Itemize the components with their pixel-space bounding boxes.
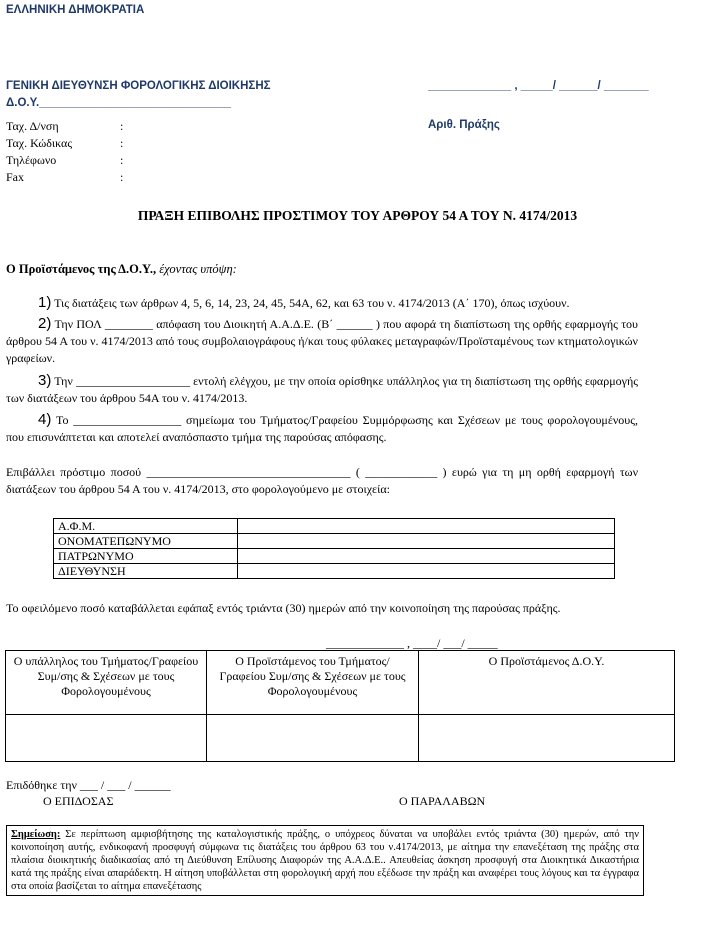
field-label: Α.Φ.Μ.	[54, 519, 238, 534]
contact-block	[6, 119, 206, 187]
list-item	[6, 411, 638, 446]
table-row	[6, 715, 675, 762]
item-text: Την ΠΟΛ ________ απόφαση του Διοικητή Α.Α.Δ.Ε. (Β΄ ______ ) που αφορά τη διαπίστωση της ορθής εφαρμογής του άρθρου 54 Α του ν. 4174/2013 από τους συμβολαιογράφους ή/και τους φύλακες μεταγραφών/Προϊσταμένους των κτηματολογικών γραφείων.	[6, 317, 638, 365]
contact-sep: :	[120, 136, 124, 150]
intro-bold: Ο Προϊστάμενος της Δ.Ο.Υ.,	[6, 262, 157, 276]
document-title: ΠΡΑΞΗ ΕΠΙΒΟΛΗΣ ΠΡΟΣΤΙΜΟΥ ΤΟΥ ΑΡΘΡΟΥ 54 Α ΤΟΥ Ν. 4174/2013	[137, 208, 578, 223]
field-label: ΟΝΟΜΑΤΕΠΩΝΥΜΟ	[54, 534, 238, 549]
contact-row	[6, 136, 206, 153]
field-value[interactable]	[238, 564, 615, 579]
item-number: 2)	[38, 315, 52, 332]
field-value[interactable]	[238, 549, 615, 564]
note-label: Σημείωση:	[11, 829, 61, 840]
table-row	[54, 519, 615, 534]
signature-box-3[interactable]	[419, 715, 675, 762]
act-number-label: Αριθ. Πράξης	[428, 119, 500, 131]
signature-header-3: Ο Προϊστάμενος Δ.Ο.Υ.	[419, 651, 675, 715]
contact-row	[6, 170, 206, 187]
contact-sep: :	[120, 153, 124, 167]
contact-row	[6, 119, 206, 136]
list-item	[6, 372, 638, 407]
general-directorate: ΓΕΝΙΚΗ ΔΙΕΥΘΥΝΣΗ ΦΟΡΟΛΟΓΙΚΗΣ ΔΙΟΙΚΗΣΗΣ	[6, 80, 271, 92]
signatures-table	[5, 650, 675, 762]
taxpayer-table	[53, 518, 615, 579]
contact-label: Fax	[6, 170, 24, 184]
signature-header-1: Ο υπάλληλος του Τμήματος/Γραφείου Συμ/σης & Σχέσεων με τους Φορολογουμένους	[6, 651, 207, 715]
contact-sep: :	[120, 119, 124, 133]
field-value[interactable]	[238, 519, 615, 534]
deliverer-label: Ο ΕΠΙΔΟΣΑΣ	[43, 794, 114, 808]
payment-text: Το οφειλόμενο ποσό καταβάλλεται εφάπαξ εντός τριάντα (30) ημερών από την κοινοποίηση της παρούσας πράξης.	[6, 601, 561, 615]
republic-heading: ΕΛΛΗΝΙΚΗ ΔΗΜΟΚΡΑΤΙΑ	[6, 4, 145, 16]
list-item	[38, 294, 638, 312]
note-box	[6, 825, 644, 896]
field-label: ΔΙΕΥΘΥΝΣΗ	[54, 564, 238, 579]
intro-line	[6, 262, 237, 277]
signature-box-1[interactable]	[6, 715, 207, 762]
sign-date-line: _____________ , ____/ ___/ _____	[326, 636, 498, 650]
item-text: Το __________________ σημείωμα του Τμήματος/Γραφείου Συμμόρφωσης και Σχέσεων με τους φορολογουμένους, που επισυνάπτεται και αποτελεί αναπόσπαστο τμήμα της παρούσας απόφασης.	[6, 413, 638, 444]
item-number: 1)	[38, 294, 52, 311]
note-text: Σε περίπτωση αμφισβήτησης της καταλογιστικής πράξης, ο υπόχρεος δύναται να υποβάλει εντός τριάντα (30) ημερών, από την κοινοποίηση αυτής, ενδικοφανή προσφυγή σύμφωνα τις διατάξεις του άρθρου 63 του ν.4174/2013, με αίτημα την επανεξέταση της πράξης στα πλαίσια διοικητικής διαδικασίας από τη Διεύθυνση Επίλυσης Διαφορών της Α.Α.Δ.Ε.. Απευθείας άσκηση προσφυγή στα Διοικητικά Δικαστήρια κατά της πράξης είναι απαράδεκτη. Η αίτηση υποβάλλεται στη φορολογική αρχή που εξέδωσε την πράξη και αναφέρει τους λόγους και τα έγγραφα στα οποία βασίζεται το αίτημα επανεξέτασης	[11, 829, 639, 892]
table-row	[54, 534, 615, 549]
signature-header-2: Ο Προϊστάμενος του Τμήματος/Γραφείου Συμ/σης & Σχέσεων με τους Φορολογουμένους	[207, 651, 419, 715]
delivered-on: Επιδόθηκε την ___ / ___ / ______	[6, 778, 171, 792]
contact-label: Τηλέφωνο	[6, 153, 57, 167]
fine-paragraph: Επιβάλλει πρόστιμο ποσού __________________________________ ( ____________ ) ευρώ για τη μη ορθή εφαρμογή των διατάξεων του άρθρου 54 Α του ν. 4174/2013, στο φορολογούμενο με στοιχεία:	[6, 465, 638, 496]
contact-label: Ταχ. Δ/νση	[6, 119, 59, 133]
item-number: 4)	[38, 411, 52, 428]
doy-line: Δ.Ο.Υ.______________________________	[6, 97, 232, 109]
signature-box-2[interactable]	[207, 715, 419, 762]
table-row	[54, 549, 615, 564]
list-item	[6, 315, 638, 367]
intro-italic: έχοντας υπόψη:	[156, 262, 237, 276]
table-row	[54, 564, 615, 579]
receiver-label: Ο ΠΑΡΑΛΑΒΩΝ	[399, 794, 486, 808]
contact-row	[6, 153, 206, 170]
field-value[interactable]	[238, 534, 615, 549]
field-label: ΠΑΤΡΩΝΥΜΟ	[54, 549, 238, 564]
item-text: Τις διατάξεις των άρθρων 4, 5, 6, 14, 23, 24, 45, 54Α, 62, και 63 του ν. 4174/2013 (Α΄ 170), όπως ισχύουν.	[54, 296, 570, 310]
table-row	[6, 651, 675, 715]
item-number: 3)	[38, 372, 52, 389]
contact-sep: :	[120, 170, 124, 184]
contact-label: Ταχ. Κώδικας	[6, 136, 73, 150]
item-text: Την ___________________ εντολή ελέγχου, με την οποία ορίσθηκε υπάλληλος για τη διαπίστωση της ορθής εφαρμογής των διατάξεων του άρθρου 54Α του ν. 4174/2013.	[6, 374, 638, 405]
date-line: _____________ , _____/ ______/ _______	[428, 80, 649, 92]
